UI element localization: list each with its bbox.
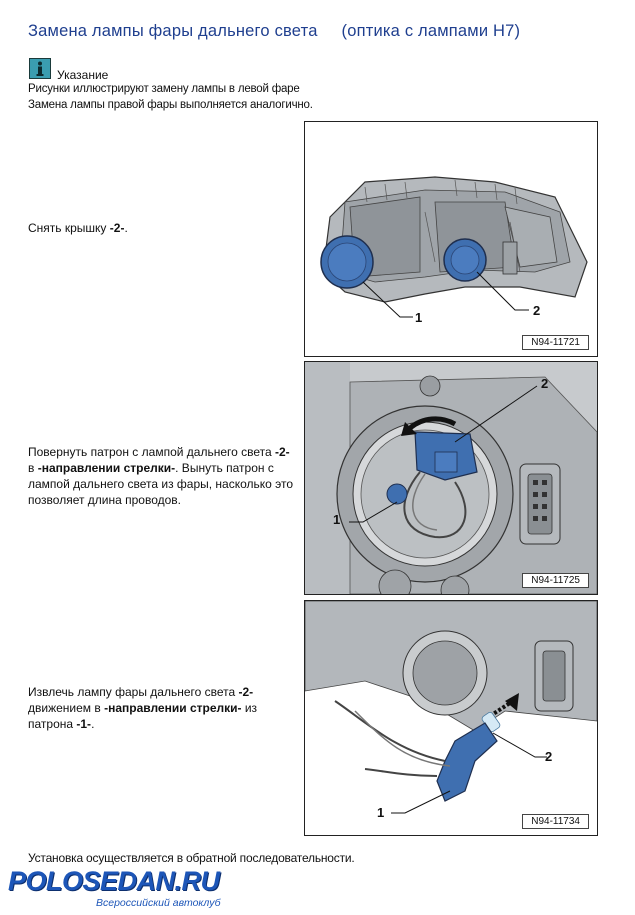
callout-1: 1	[333, 512, 341, 527]
callout-1: 1	[377, 805, 385, 820]
step-2-part-3: в	[28, 461, 38, 475]
callout-2: 2	[545, 749, 553, 764]
note-line-1: Рисунки иллюстрируют замену лампы в левой фаре	[28, 83, 300, 95]
installation-note: Установка осуществляется в обратной последовательности.	[28, 851, 355, 865]
step-2-text	[28, 444, 298, 508]
step-1-part-1: Снять крышку	[28, 221, 110, 235]
figure-code: N94-11725	[522, 573, 589, 588]
brand-logo[interactable]: POLOSEDAN.RU	[8, 866, 220, 896]
figure-headlight-rear	[304, 121, 598, 357]
note-line-2: Замена лампы правой фары выполняется аналогично.	[28, 99, 313, 111]
step-3-part-7: .	[91, 717, 95, 731]
figure-bulb-removal	[304, 600, 598, 836]
step-2-ref-2: -2-	[275, 445, 290, 459]
step-2-arrow-ref: -направлении стрелки-	[37, 461, 176, 475]
callout-1: 1	[415, 310, 423, 325]
brand-tagline: Всероссийский автоклуб	[96, 897, 221, 909]
step-3-arrow-ref: -направлении стрелки-	[104, 701, 242, 715]
note-label: Указание	[57, 68, 109, 82]
figure-code: N94-11721	[522, 335, 589, 350]
figure-bulb-socket-turn	[304, 361, 598, 595]
figure-code: N94-11734	[522, 814, 589, 829]
page-title: Замена лампы фары дальнего света (оптика с лампами H7)	[28, 22, 521, 40]
step-3-part-3: движением в	[28, 701, 105, 715]
step-3-part-5: из патрона	[28, 701, 258, 731]
step-2-part-5: . Вынуть патрон с лампой дальнего света из фары, насколько это позволяет длина проводов.	[28, 461, 294, 507]
callout-2: 2	[541, 376, 549, 391]
step-1-ref-2: -2-	[109, 221, 125, 235]
step-1-part-3: .	[124, 221, 128, 235]
callout-2: 2	[533, 303, 541, 318]
step-3-ref-2: -2-	[238, 685, 254, 699]
info-icon	[29, 58, 51, 79]
step-3-part-1: Извлечь лампу фары дальнего света	[28, 685, 239, 699]
step-1-text	[28, 220, 298, 236]
step-2-part-1: Повернуть патрон с лампой дальнего света	[28, 445, 276, 459]
step-3-ref-1: -1-	[76, 717, 92, 731]
step-3-text	[28, 684, 298, 732]
